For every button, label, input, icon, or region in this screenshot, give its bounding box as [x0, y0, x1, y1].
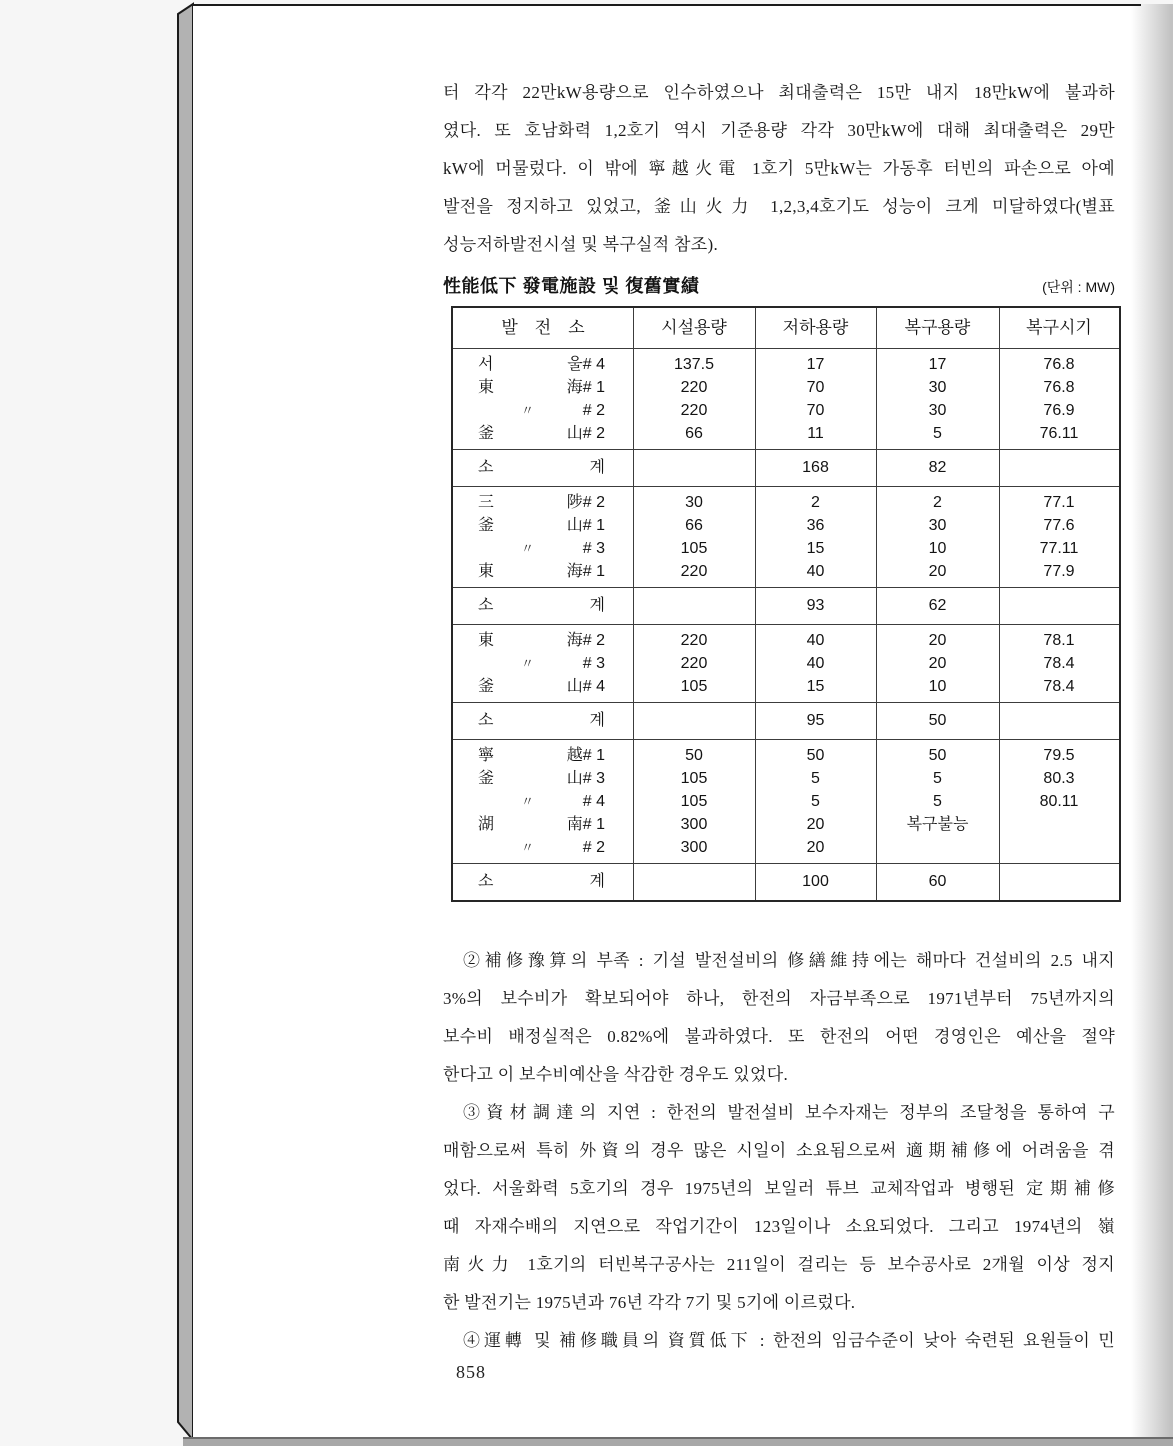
cell-restore-date: [999, 864, 1119, 900]
cell-degraded-capacity: 5: [811, 793, 820, 810]
plant-name-left: 釜: [478, 770, 495, 787]
cell-restore-date: 80.11: [1039, 793, 1079, 810]
header-restored-capacity: 복구용량: [904, 318, 971, 337]
intro-line: 였다. 또 호남화력 1,2호기 역시 기준용량 각각 30만kW에 대해 최대출력은 29만: [443, 121, 1115, 140]
table-column-divider: [999, 308, 1000, 900]
cell-degraded-capacity: 2: [811, 494, 820, 511]
table-row: [453, 652, 1119, 675]
cell-restored-capacity: 2: [933, 494, 942, 511]
table-body: [453, 349, 1119, 900]
cell-restored-capacity: 62: [928, 597, 947, 614]
plant-name-left: 〃: [521, 403, 535, 418]
cell-restore-date: [999, 836, 1119, 859]
cell-restored-capacity: 30: [928, 379, 947, 396]
plant-name-cell: [453, 514, 633, 537]
plant-name-right: 계: [589, 873, 605, 890]
table-row: [453, 376, 1119, 399]
cell-installed-capacity: [633, 703, 755, 739]
paragraph-line: 보수비 배정실적은 0.82%에 불과하였다. 또 한전의 어떤 경영인은 예산을 절약: [443, 1027, 1115, 1046]
cell-restored-capacity: 17: [928, 356, 947, 373]
plant-name-right: # 2: [582, 402, 605, 419]
cell-restored-capacity: 30: [928, 517, 947, 534]
cell-restored-capacity: 60: [928, 873, 947, 890]
intro-line: 터 각각 22만kW용량으로 인수하였으나 최대출력은 15만 내지 18만kW에 불과하: [443, 83, 1115, 102]
header-installed-capacity: 시설용량: [661, 318, 727, 337]
table-group: [453, 740, 1119, 863]
plant-name-cell: [453, 491, 633, 514]
table-row: [453, 491, 1119, 514]
paragraph-line: 었다. 서울화력 5호기의 경우 1975년의 보일러 튜브 교체작업과 병행된 定期補修: [443, 1179, 1115, 1198]
plant-name-right: # 3: [582, 540, 605, 557]
table-row: [453, 767, 1119, 790]
intro-line: 성능저하발전시설 및 복구실적 참조).: [443, 235, 718, 254]
plant-name-right: 山# 4: [566, 678, 605, 695]
cell-restored-capacity: 20: [928, 655, 947, 672]
body-paragraphs: [443, 942, 1115, 1360]
plant-name-cell: [453, 813, 633, 836]
cell-degraded-capacity: 17: [806, 356, 825, 373]
table-row: [453, 790, 1119, 813]
cell-restore-date: [999, 450, 1119, 486]
cell-installed-capacity: 137.5: [673, 356, 715, 373]
plant-name-right: # 3: [582, 655, 605, 672]
cell-restore-date: 80.3: [1043, 770, 1075, 787]
plant-name-right: # 4: [582, 793, 605, 810]
cell-installed-capacity: 66: [685, 425, 703, 442]
table-row: [453, 353, 1119, 376]
subtotal-label-cell: [453, 450, 633, 486]
plant-name-cell: [453, 744, 633, 767]
plant-name-right: 山# 2: [566, 425, 605, 442]
cell-degraded-capacity: 40: [806, 563, 825, 580]
cell-restore-date: 78.4: [1043, 678, 1075, 695]
plant-name-left: 서: [478, 356, 494, 373]
page-number: 858: [456, 1362, 486, 1382]
table-column-divider: [633, 308, 634, 900]
cell-restored-capacity: 10: [928, 678, 947, 695]
plant-name-cell: [453, 537, 633, 560]
plant-name-right: # 2: [582, 839, 605, 856]
plant-name-cell: [453, 399, 633, 422]
cell-restore-date: 78.1: [1043, 632, 1075, 649]
plant-name-left: 〃: [521, 794, 535, 809]
plant-name-left: 〃: [521, 656, 535, 671]
plant-name-cell: [453, 376, 633, 399]
plant-name-cell: [453, 652, 633, 675]
cell-installed-capacity: 105: [680, 678, 708, 695]
table-header-row: [453, 308, 1119, 349]
cell-degraded-capacity: 95: [806, 712, 825, 729]
cell-restore-date: [999, 588, 1119, 624]
cell-restore-date: [999, 813, 1119, 836]
cell-installed-capacity: 220: [680, 655, 708, 672]
cell-installed-capacity: 300: [680, 839, 708, 856]
cell-restored-capacity: 50: [928, 747, 947, 764]
table-column-divider: [876, 308, 877, 900]
paragraph-line: ②補修豫算의 부족 : 기설 발전설비의 修繕維持에는 해마다 건설비의 2.5 내지: [463, 951, 1115, 970]
cell-installed-capacity: 105: [680, 540, 708, 557]
intro-line: 발전을 정지하고 있었고, 釜山火力 1,2,3,4호기도 성능이 크게 미달하였다(별표: [443, 197, 1115, 216]
cell-installed-capacity: 220: [680, 632, 708, 649]
subtotal-row: [453, 587, 1119, 625]
plant-name-cell: [453, 422, 633, 445]
plant-name-right: 南# 1: [566, 816, 605, 833]
intro-line: kW에 머물렀다. 이 밖에 寧越火電 1호기 5만kW는 가동후 터빈의 파손으로 아예: [443, 159, 1115, 178]
table-column-divider: [755, 308, 756, 900]
table-row: [453, 675, 1119, 698]
cell-installed-capacity: 220: [680, 402, 708, 419]
plant-name-right: 계: [589, 459, 605, 476]
table-group: [453, 487, 1119, 587]
table-title: 性能低下 發電施設 및 復舊實績: [443, 276, 700, 296]
cell-degraded-capacity: 15: [806, 540, 825, 557]
plant-name-left: 소: [478, 712, 494, 729]
page: [193, 4, 1173, 1437]
page-edge-shape: [178, 4, 193, 1440]
plant-name-cell: [453, 790, 633, 813]
plant-name-left: 釜: [478, 678, 495, 695]
plant-name-left: 소: [478, 873, 494, 890]
page-top-edge: [193, 4, 1141, 6]
plant-name-left: 소: [478, 597, 494, 614]
header-degraded-capacity: 저하용량: [782, 318, 849, 337]
cell-restored-capacity: 82: [928, 459, 947, 476]
cell-degraded-capacity: 20: [806, 839, 825, 856]
cell-restore-date: 77.1: [1043, 494, 1075, 511]
header-restore-date: 복구시기: [1026, 318, 1092, 337]
cell-restore-date: 78.4: [1043, 655, 1075, 672]
table-caption: [443, 270, 1115, 298]
cell-installed-capacity: 50: [685, 747, 703, 764]
cell-restored-capacity: 5: [933, 770, 942, 787]
table-row: [453, 514, 1119, 537]
cell-restored-capacity: 30: [928, 402, 947, 419]
table-row: [453, 836, 1119, 859]
cell-restore-date: 79.5: [1043, 747, 1075, 764]
cell-degraded-capacity: 100: [802, 873, 829, 890]
cell-installed-capacity: 220: [680, 379, 708, 396]
cell-restore-date: 76.11: [1039, 425, 1079, 442]
cell-degraded-capacity: 40: [806, 632, 825, 649]
table-row: [453, 422, 1119, 445]
table-row: [453, 629, 1119, 652]
plant-name-right: 海# 2: [566, 632, 605, 649]
table-unit-label: (단위 : MW): [1042, 279, 1115, 295]
cell-degraded-capacity: 70: [806, 379, 825, 396]
plant-name-cell: [453, 767, 633, 790]
cell-restore-date: 76.9: [1043, 402, 1075, 419]
plant-name-cell: [453, 560, 633, 583]
subtotal-row: [453, 863, 1119, 900]
cell-degraded-capacity: 15: [806, 678, 825, 695]
paragraph-line: 한 발전기는 1975년과 76년 각각 7기 및 5기에 이르렀다.: [443, 1293, 856, 1312]
plant-name-left: 〃: [521, 541, 535, 556]
cell-installed-capacity: [633, 450, 755, 486]
cell-restored-capacity: 20: [928, 632, 947, 649]
plant-name-left: 東: [478, 632, 495, 649]
plant-name-left: 釜: [478, 425, 495, 442]
cell-restore-date: 77.9: [1043, 563, 1075, 580]
paragraph-line: 한다고 이 보수비예산을 삭감한 경우도 있었다.: [443, 1065, 789, 1084]
cell-degraded-capacity: 93: [806, 597, 825, 614]
subtotal-label-cell: [453, 864, 633, 900]
plant-name-left: 소: [478, 459, 494, 476]
plant-name-right: 山# 3: [566, 770, 605, 787]
subtotal-label-cell: [453, 703, 633, 739]
plant-name-cell: [453, 836, 633, 859]
cell-restore-date: 77.6: [1043, 517, 1075, 534]
header-plant: 발 전 소: [501, 318, 585, 337]
cell-restored-capacity: 5: [933, 425, 942, 442]
performance-table: [451, 306, 1121, 902]
plant-name-left: 東: [478, 563, 495, 580]
paragraph-line: 매함으로써 특히 外資의 경우 많은 시일이 소요됨으로써 適期補修에 어려움을 겪: [443, 1141, 1115, 1160]
plant-name-right: 海# 1: [566, 379, 605, 396]
plant-name-cell: [453, 629, 633, 652]
cell-restored-capacity: 20: [928, 563, 947, 580]
plant-name-right: 越# 1: [566, 747, 605, 764]
cell-restored-capacity: 10: [928, 540, 947, 557]
plant-name-left: 釜: [478, 517, 495, 534]
table-group: [453, 349, 1119, 449]
intro-paragraph: [443, 74, 1115, 264]
cell-restored-capacity: 5: [933, 793, 942, 810]
paragraph-line: ④運轉 및 補修職員의 資質低下 : 한전의 임금수준이 낮아 숙련된 요원들이 민: [463, 1331, 1115, 1350]
table-group: [453, 625, 1119, 702]
plant-name-left: 東: [478, 379, 495, 396]
cell-degraded-capacity: 40: [806, 655, 825, 672]
cell-restore-date: 76.8: [1043, 379, 1075, 396]
cell-installed-capacity: 66: [685, 517, 703, 534]
plant-name-left: 湖: [478, 816, 495, 833]
cell-restore-date: 77.11: [1039, 540, 1079, 557]
cell-installed-capacity: [633, 588, 755, 624]
plant-name-left: 寧: [478, 747, 495, 764]
cell-installed-capacity: 105: [680, 793, 708, 810]
plant-name-right: 陟# 2: [566, 494, 605, 511]
subtotal-label-cell: [453, 588, 633, 624]
plant-name-right: 계: [589, 712, 605, 729]
cell-degraded-capacity: 168: [802, 459, 829, 476]
cell-restore-date: [999, 703, 1119, 739]
plant-name-cell: [453, 353, 633, 376]
cell-restored-capacity: [876, 836, 999, 859]
cell-degraded-capacity: 70: [806, 402, 825, 419]
paragraph-line: ③資材調達의 지연 : 한전의 발전설비 보수자재는 정부의 조달청을 통하여 구: [463, 1103, 1115, 1122]
plant-name-right: 山# 1: [566, 517, 605, 534]
plant-name-left: 三: [478, 494, 495, 511]
cell-degraded-capacity: 20: [806, 816, 825, 833]
paragraph-line: 南火力 1호기의 터빈복구공사는 211일이 걸리는 등 보수공사로 2개월 이상 정지: [443, 1255, 1115, 1274]
cell-degraded-capacity: 36: [806, 517, 825, 534]
cell-installed-capacity: [633, 864, 755, 900]
table-row: [453, 537, 1119, 560]
cell-degraded-capacity: 11: [807, 425, 824, 442]
subtotal-row: [453, 702, 1119, 740]
cell-installed-capacity: 30: [685, 494, 703, 511]
cell-installed-capacity: 220: [680, 563, 708, 580]
cell-installed-capacity: 105: [680, 770, 708, 787]
cell-restored-capacity: 복구불능: [906, 816, 969, 833]
table-row: [453, 399, 1119, 422]
plant-name-cell: [453, 675, 633, 698]
cell-installed-capacity: 300: [680, 816, 708, 833]
plant-name-left: 〃: [521, 840, 535, 855]
cell-restore-date: 76.8: [1043, 356, 1075, 373]
cell-restored-capacity: 50: [928, 712, 947, 729]
subtotal-row: [453, 449, 1119, 487]
plant-name-right: 海# 1: [566, 563, 605, 580]
cell-degraded-capacity: 50: [806, 747, 825, 764]
paragraph-line: 3%의 보수비가 확보되어야 하나, 한전의 자금부족으로 1971년부터 75년까지의: [443, 989, 1115, 1008]
paragraph-line: 때 자재수배의 지연으로 작업기간이 123일이나 소요되었다. 그리고 1974년의 嶺: [443, 1217, 1115, 1236]
cell-degraded-capacity: 5: [811, 770, 820, 787]
table-row: [453, 813, 1119, 836]
table-row: [453, 744, 1119, 767]
page-bottom-edge: [183, 1437, 1173, 1446]
plant-name-right: 계: [589, 597, 605, 614]
plant-name-right: 울# 4: [567, 356, 605, 373]
table-row: [453, 560, 1119, 583]
